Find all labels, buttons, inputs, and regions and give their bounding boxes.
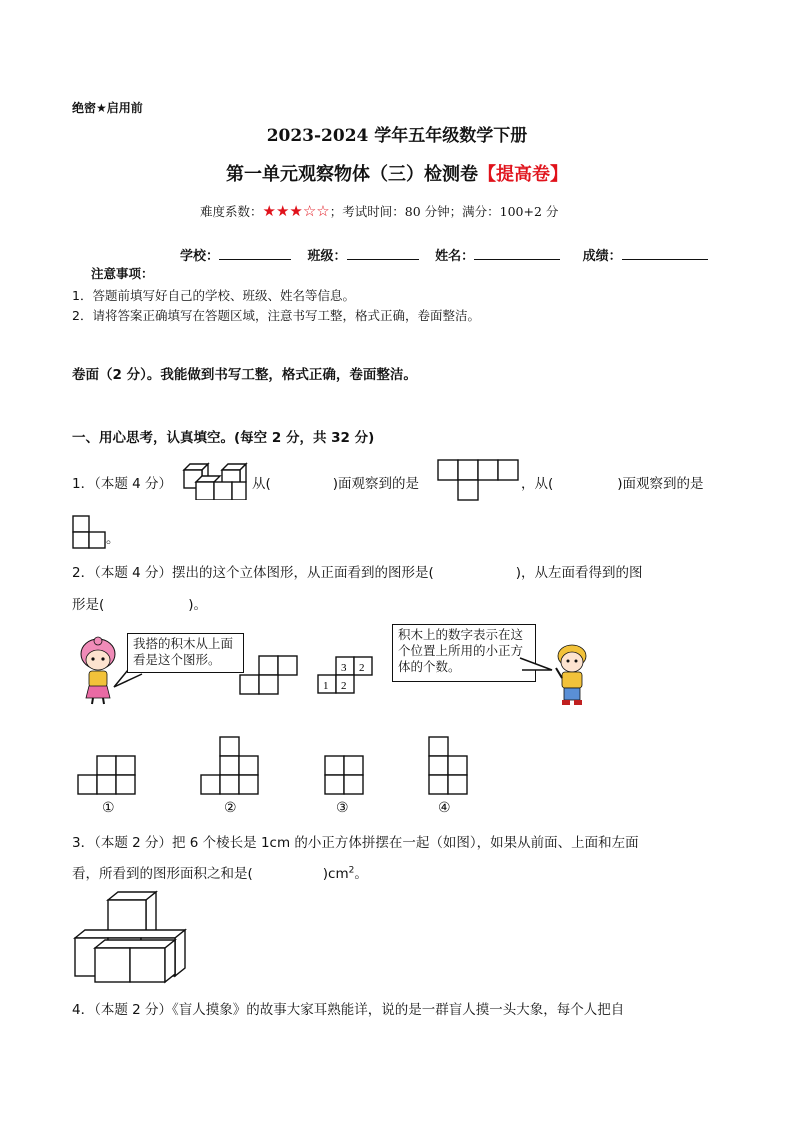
student-fields	[180, 245, 708, 264]
score-label: 成绩：	[582, 249, 622, 264]
q2-option-1-figure	[76, 754, 138, 798]
q2-line-1: 2．（本题 4 分）摆出的这个立体图形，从正面看到的图形是( )，从左面看得到的图	[72, 565, 643, 581]
grid-number-4: 2	[341, 680, 347, 692]
q2-option-3-label: ③	[336, 800, 349, 816]
q2-option-2-figure	[199, 735, 261, 798]
exam-info: ；考试时间：80 分钟；满分：100+2 分	[329, 204, 559, 219]
star-icon-empty: ☆☆	[302, 202, 330, 220]
q1-view-figure-2	[72, 515, 108, 551]
exam-subtitle: 第一单元观察物体（三）检测卷【提高卷】	[226, 164, 568, 185]
q2-option-4-figure	[427, 735, 471, 798]
grid-number-2: 2	[359, 662, 365, 674]
school-blank[interactable]	[219, 247, 291, 260]
class-blank[interactable]	[347, 247, 419, 260]
class-label: 班级：	[307, 249, 347, 264]
q2-option-1-label: ①	[102, 800, 115, 816]
q2-top-view-figure	[238, 655, 300, 697]
name-label: 姓名：	[435, 249, 475, 264]
q2-option-4-label: ④	[438, 800, 451, 816]
grid-number-1: 3	[341, 662, 347, 674]
left-speech-bubble: 我搭的积木从上面看是这个图形。	[127, 633, 244, 673]
neatness-line: 卷面（2 分）。我能做到书写工整，格式正确，卷面整洁。	[72, 367, 417, 383]
q1-prefix: 1．（本题 4 分）	[72, 476, 173, 492]
grid-number-3: 1	[323, 680, 329, 692]
name-blank[interactable]	[474, 247, 560, 260]
difficulty-line	[200, 202, 558, 220]
q1-text-b: ，从( )面观察到的是	[521, 476, 704, 492]
q2-line-2: 形是( )。	[72, 597, 208, 613]
q1-view-figure-1	[437, 459, 521, 501]
star-icon-filled: ★★★	[262, 202, 303, 220]
q2-number-grid	[315, 656, 377, 698]
q1-text-a: 从( )面观察到的是	[252, 476, 420, 492]
notice-item-2: 2．请将答案正确填写在答题区域，注意书写工整，格式正确，卷面整洁。	[72, 308, 480, 323]
difficulty-label: 难度系数：	[200, 204, 263, 219]
score-blank[interactable]	[622, 247, 708, 260]
notice-title: 注意事项：	[91, 266, 154, 281]
q2-option-3-figure	[323, 754, 367, 798]
secret-label: 绝密★启用前	[72, 101, 143, 115]
right-speech-bubble: 积木上的数字表示在这个位置上所用的小正方体的个数。	[392, 624, 536, 682]
q3-line-1: 3．（本题 2 分）把 6 个棱长是 1cm 的小正方体拼摆在一起（如图），如果从前面、上面和左面	[72, 835, 639, 851]
q3-line-2: 看，所看到的图形面积之和是( )$cm^2$。	[72, 865, 368, 882]
q2-option-2-label: ②	[224, 800, 237, 816]
q3-cube-figure	[70, 890, 194, 986]
section-1-title: 一、用心思考，认真填空。(每空 2 分，共 32 分)	[72, 430, 375, 446]
boy-cartoon-icon	[548, 640, 594, 708]
q1-cube-figure	[180, 458, 252, 500]
subtitle-tag: 【提高卷】	[478, 164, 568, 185]
school-label: 学校：	[180, 249, 220, 264]
notice-item-1: 1．答题前填写好自己的学校、班级、姓名等信息。	[72, 288, 355, 303]
exam-title: 2023-2024 学年五年级数学下册	[266, 126, 528, 146]
q1-end: 。	[106, 531, 120, 547]
q4-line-1: 4．（本题 2 分）《盲人摸象》的故事大家耳熟能详，说的是一群盲人摸一头大象，每个人把自	[72, 1002, 625, 1018]
